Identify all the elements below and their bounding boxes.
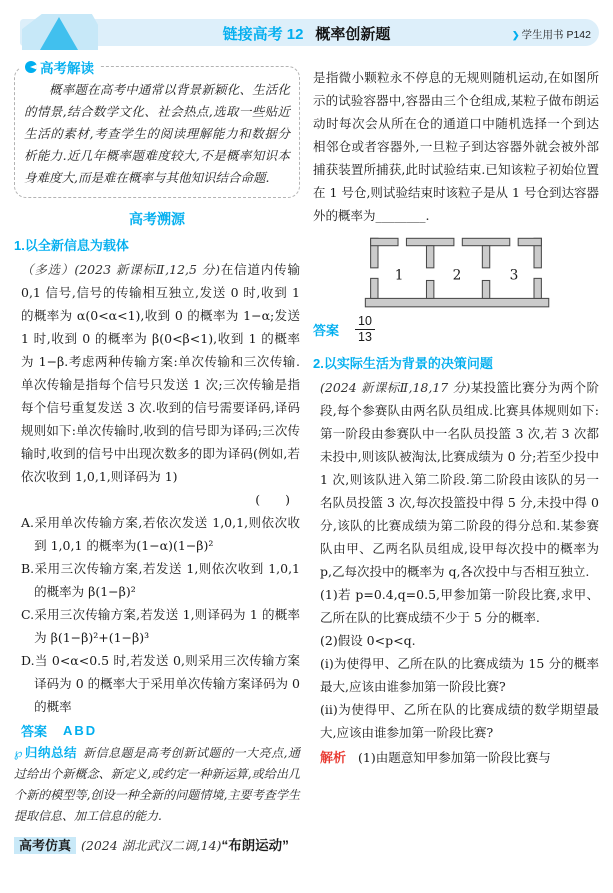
- exam-origin-heading: 高考溯源: [129, 211, 185, 227]
- question-1-source-tag: （多选）(2023 新课标Ⅱ,12,5 分): [21, 262, 220, 277]
- answer-row-2: [313, 314, 599, 345]
- option-c: C.采用三次传输方案,若发送 1,则译码为 1 的概率为 β(1−β)²+(1−β)³: [21, 607, 300, 645]
- summary-text: 新信息题是高考创新试题的一大亮点,通过给出个新概念、新定义,或约定一种新运算,或给出几个新的模型等,创设一种全新的问题情境,主要考查学生提取信息、加工信息的能力.: [14, 746, 300, 823]
- question-1-body: 在信道内传输 0,1 信号,信号的传输相互独立,发送 0 时,收到 1 的概率为 α(0<α<1),收到 0 的概率为 1−α;发送 1 时,收到 0 的概率为 β(0<β<1),收到 1 的概率为 1−β.考虑两种传输方案:单次传输和三次传输.单次传输是指每个信号只发送 1 次;三次传输是指每个信号重复发送 3 次.收到的信号需要译码,译码规则如下:单次传输时,收到的信号即为译码;三次传输时,收到的信号中出现次数多的即为译码(例如,若依次收到 1,0,1,则译码为 1): [21, 262, 300, 484]
- lesson-number: 链接高考 12: [222, 26, 304, 43]
- exam-simulation-row: [14, 834, 300, 857]
- simulation-source-tag: (2024 湖北武汉二调,14): [81, 838, 222, 853]
- brownian-question-text: [313, 66, 599, 227]
- question-2-body: 某投篮比赛分为两个阶段,每个参赛队由两名队员组成.比赛具体规则如下:第一阶段由参赛队中一名队员投篮 3 次,若 3 次都未投中,则该队被淘汰,比赛成绩为 0 分;若至少投中 1 次,则该队进入第二阶段.第二阶段由该队的另一名队员投篮 3 次,每次投篮投中得 5 分,未投中得 0 分,该队的比赛成绩为第二阶段的得分总和.某参赛队由甲、乙两名队员组成,设甲每次投中的概率为 p,乙每次投中的概率为 q,各次投中与否相互独立.: [320, 380, 599, 579]
- answer-bracket: ( ): [255, 492, 290, 507]
- section-1-heading: 1.以全新信息为载体: [14, 238, 129, 253]
- chevron-right-icon: ❯: [512, 30, 520, 40]
- summary-icon: ℘: [14, 746, 23, 760]
- answer-fraction: [355, 314, 375, 345]
- student-book-page-ref: [512, 27, 591, 42]
- question-2-part-1: (1)若 p=0.4,q=0.5,甲参加第一阶段比赛,求甲、乙所在队的比赛成绩不少于 5 分的概率.: [320, 587, 599, 625]
- question-1-text: [14, 258, 300, 488]
- exam-interpretation-label: 高考解读: [40, 61, 94, 76]
- answer-value: ABD: [63, 723, 98, 738]
- pacman-icon: [25, 61, 37, 73]
- question-2-part-2i: (i)为使得甲、乙所在队的比赛成绩为 15 分的概率最大,应该由谁参加第一阶段比赛?: [320, 656, 599, 694]
- question-2-part-2ii: (ii)为使得甲、乙所在队的比赛成绩的数学期望最大,应该由谁参加第一阶段比赛?: [320, 702, 599, 740]
- exam-interpretation-title: [20, 57, 99, 77]
- page-header: [14, 16, 599, 48]
- brownian-motion-term: “布朗运动”: [221, 838, 289, 853]
- fraction-denominator: 13: [358, 330, 372, 344]
- two-column-layout: [0, 56, 613, 870]
- analysis-row: [313, 746, 599, 769]
- analysis-text: (1)由题意知甲参加第一阶段比赛与: [358, 750, 551, 765]
- fraction-numerator: 10: [355, 314, 375, 330]
- exam-interpretation-box: [14, 61, 300, 198]
- summary-note: [14, 743, 300, 827]
- three-chamber-container-diagram: [361, 232, 551, 310]
- analysis-label: 解析: [320, 750, 347, 765]
- exam-interpretation-body: 概率题在高考中通常以背景新颖化、生活化的情景,结合数学文化、社会热点,选取一些贴近生活的素材,考查学生的阅读理解能力和数据分析能力.近几年概率题难度较大,不是概率知识本身难度大,而是难在概率与其他知识结合命题.: [24, 82, 290, 185]
- right-column: [313, 56, 599, 769]
- chamber-3-label: 3: [509, 267, 519, 284]
- section-2-heading: 2.以实际生活为背景的决策问题: [313, 356, 493, 371]
- option-d: D.当 0<α<0.5 时,若发送 0,则采用三次传输方案译码为 0 的概率大于采用单次传输方案译码为 0 的概率: [21, 653, 300, 714]
- container-figure: [313, 232, 599, 310]
- summary-label: 归纳总结: [24, 746, 78, 760]
- question-2-source-tag: (2024 新课标Ⅱ,18,17 分): [320, 380, 471, 395]
- fill-in-blank: ________.: [375, 208, 430, 223]
- left-column: [14, 56, 300, 870]
- page-ref-text: 学生用书 P142: [521, 29, 591, 41]
- question-2-text: [313, 376, 599, 583]
- answer-label: 答案: [21, 724, 48, 739]
- option-a: A.采用单次传输方案,若依次发送 1,0,1,则依次收到 1,0,1 的概率为(1−α)(1−β)²: [21, 515, 300, 553]
- chamber-2-label: 2: [452, 267, 462, 284]
- answer-label-2: 答案: [313, 323, 340, 338]
- answer-row-1: [14, 721, 300, 740]
- question-2-part-2: (2)假设 0<p<q.: [320, 633, 416, 648]
- exam-simulation-label: 高考仿真: [14, 837, 76, 854]
- chamber-1-label: 1: [394, 267, 404, 284]
- brownian-question-body: 是指微小颗粒永不停息的无规则随机运动,在如图所示的试验容器中,容器由三个仓组成,某粒子做布朗运动时每次会从所在仓的通道口中随机选择一个到达相邻仓或者容器外,一旦粒子到达容器外就会被外部捕获装置所捕获,此时试验结束.已知该粒子初始位置在 1 号仓,则试验结束时该粒子是从 1 号仓到达容器外的概率为: [313, 70, 599, 223]
- option-b: B.采用三次传输方案,若发送 1,则依次收到 1,0,1 的概率为 β(1−β)²: [21, 561, 300, 599]
- lesson-title: 概率创新题: [315, 26, 391, 43]
